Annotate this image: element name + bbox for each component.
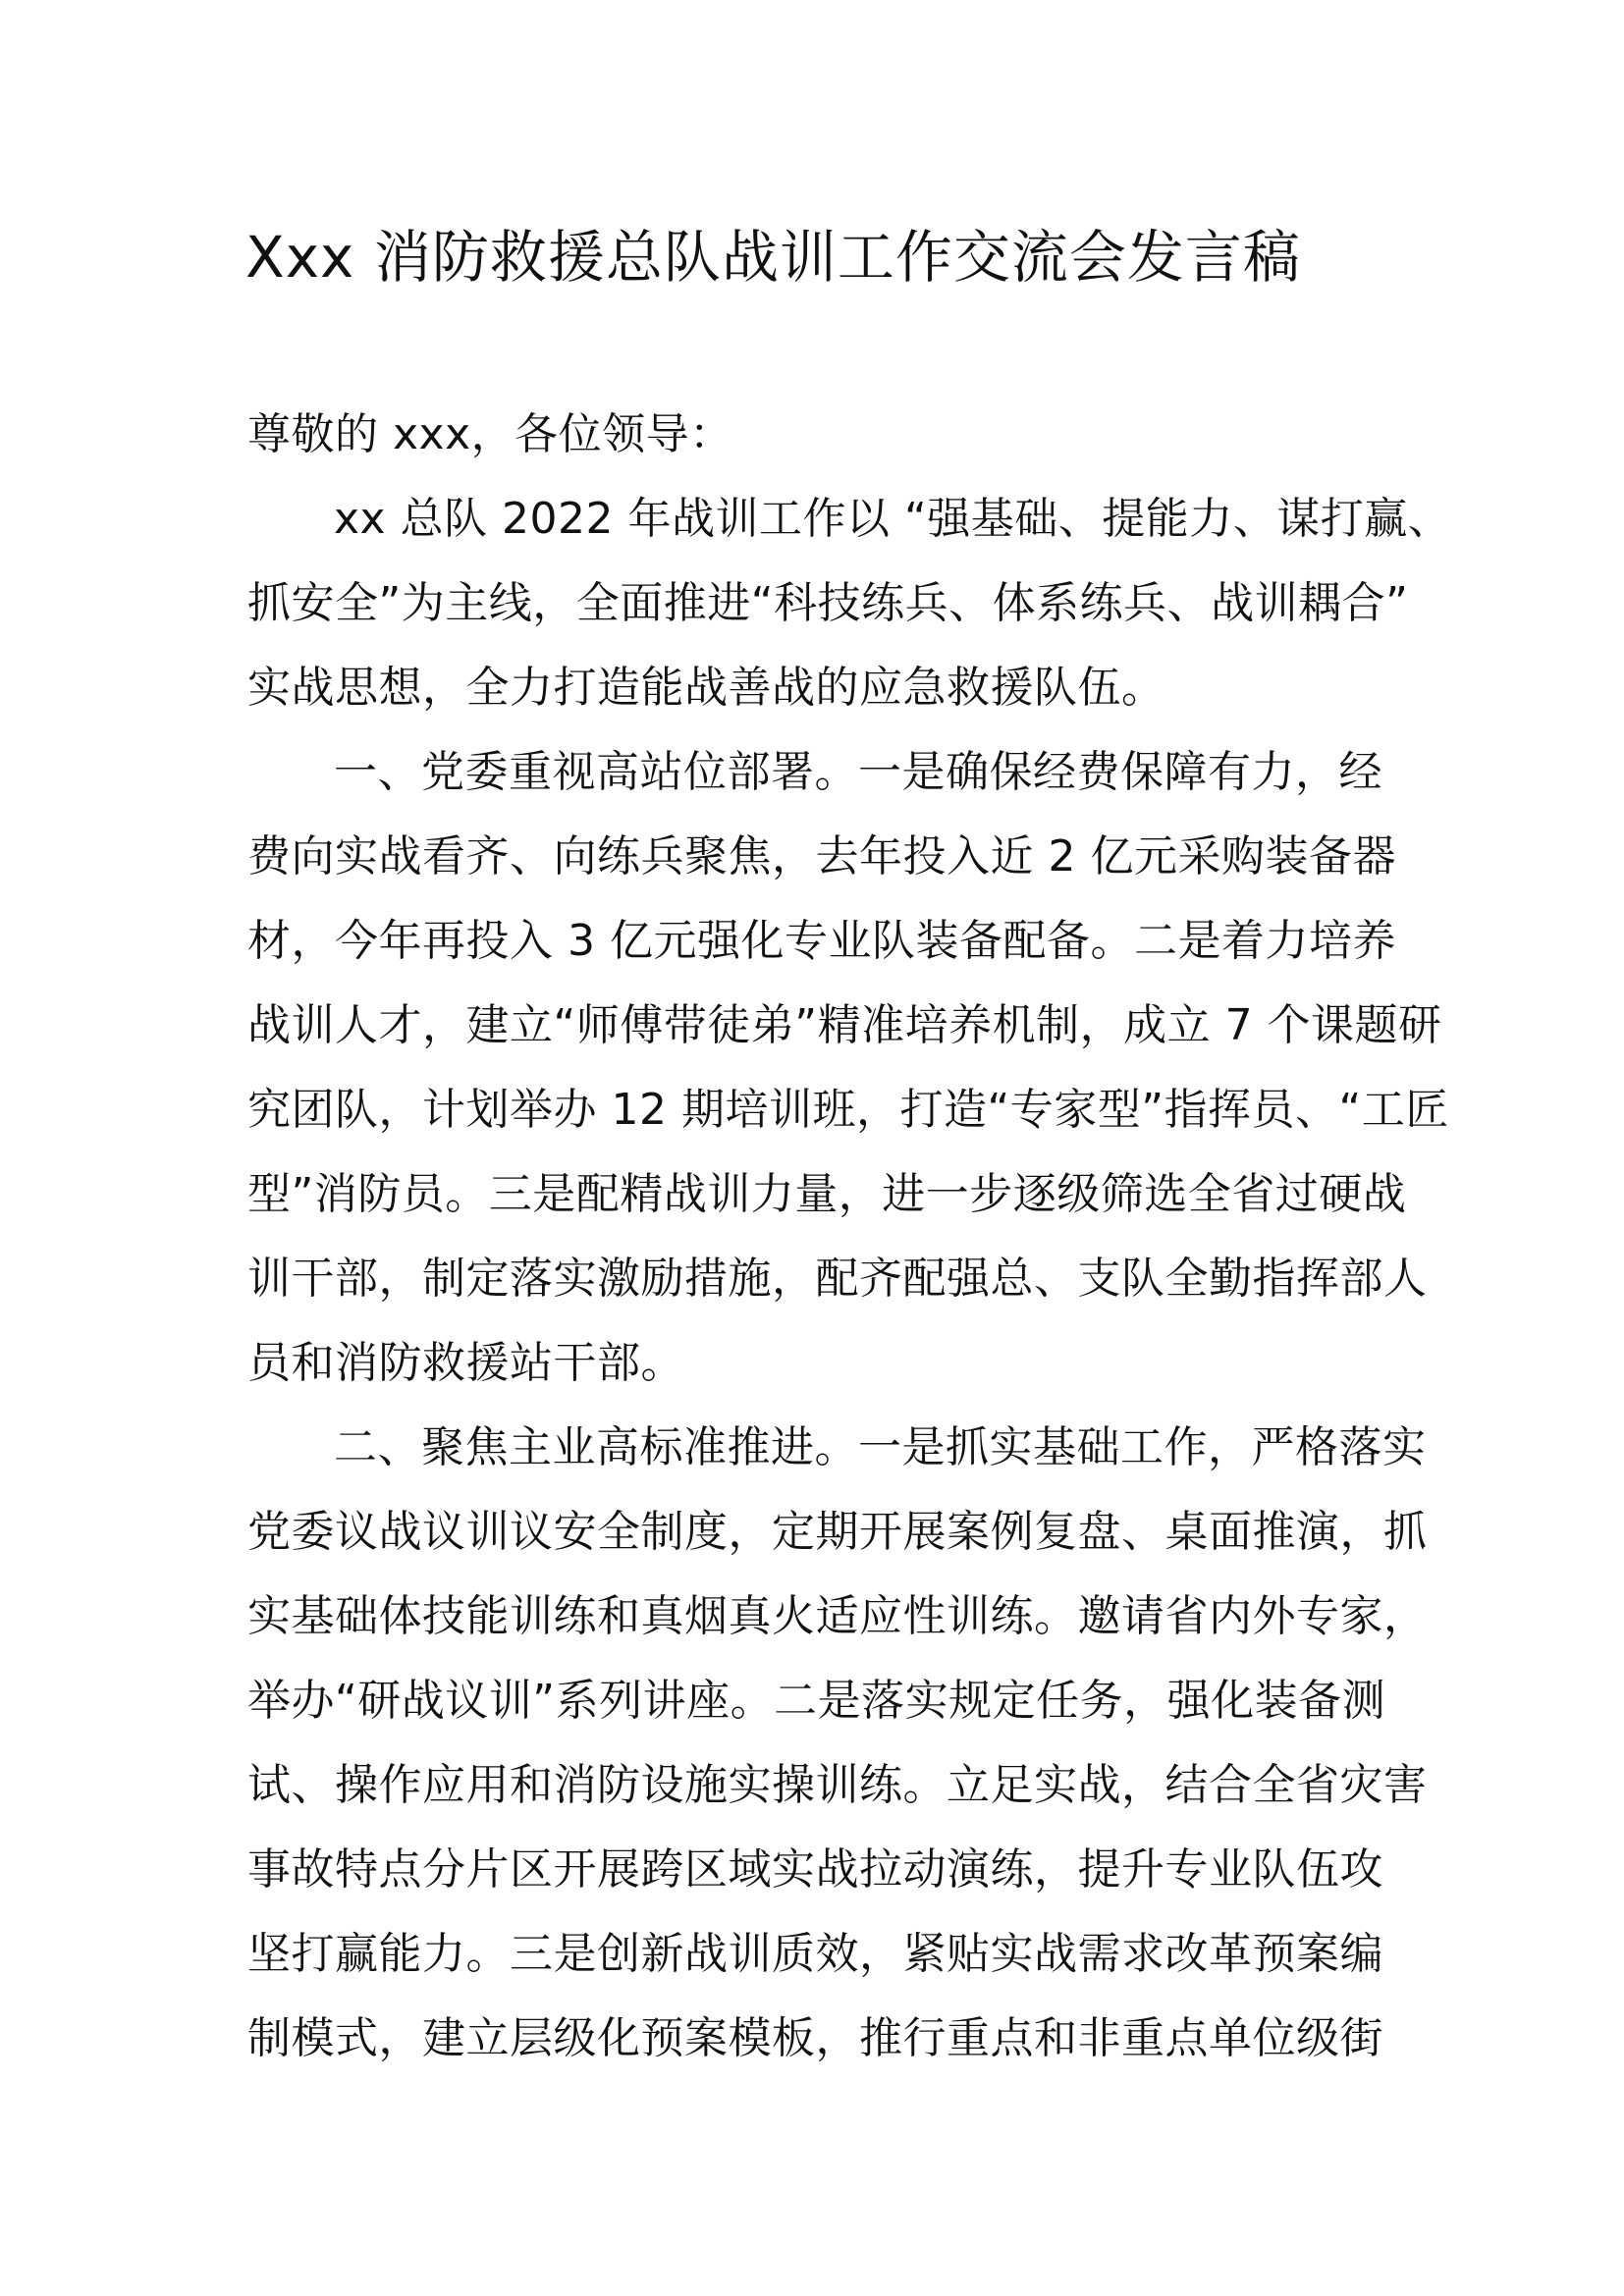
paragraph-section-one [247, 730, 1449, 1406]
paragraph-line: 费向实战看齐、向练兵聚焦，去年投入近 2 亿元采购装备器 [247, 831, 1396, 881]
paragraph-line: 党委议战议训议安全制度，定期开展案例复盘、桌面推演，抓 [247, 1507, 1428, 1557]
paragraph-line: 坚打赢能力。三是创新战训质效，紧贴实战需求改革预案编 [247, 1929, 1383, 1979]
paragraph-line: 举办“研战议训”系列讲座。二是落实规定任务，强化装备测 [247, 1676, 1386, 1726]
paragraph-line: 二、聚焦主业高标准推进。一是抓实基础工作，严格落实 [334, 1422, 1427, 1472]
paragraph-line: 一、党委重视高站位部署。一是确保经费保障有力，经 [334, 747, 1382, 797]
paragraph-section-two [247, 1406, 1428, 2081]
paragraph-intro [247, 477, 1452, 730]
paragraph-line: 训干部，制定落实激励措施，配齐配强总、支队全勤指挥部人 [247, 1254, 1428, 1304]
document-title: Xxx 消防救援总队战训工作交流会发言稿 [245, 224, 1301, 291]
paragraph-line: 型”消防员。三是配精战训力量，进一步逐级筛选全省过硬战 [247, 1169, 1407, 1219]
paragraph-line: xx 总队 2022 年战训工作以 “强基础、提能力、谋打赢、 [334, 494, 1452, 544]
salutation: 尊敬的 xxx，各位领导： [247, 409, 733, 459]
paragraph-line: 试、操作应用和消防设施实操训练。立足实战，结合全省灾害 [247, 1760, 1428, 1810]
paragraph-line: 抓安全”为主线，全面推进“科技练兵、体系练兵、战训耦合” [247, 578, 1409, 628]
paragraph-line: 实战思想，全力打造能战善战的应急救援队伍。 [247, 663, 1165, 713]
paragraph-line: 实基础体技能训练和真烟真火适应性训练。邀请省内外专家， [247, 1591, 1428, 1641]
paragraph-line: 战训人才，建立“师傅带徒弟”精准培养机制，成立 7 个课题研 [247, 1000, 1442, 1050]
paragraph-line: 员和消防救援站干部。 [247, 1338, 684, 1388]
paragraph-line: 事故特点分片区开展跨区域实战拉动演练，提升专业队伍攻 [247, 1844, 1383, 1895]
paragraph-line: 究团队，计划举办 12 期培训班，打造“专家型”指挥员、“工匠 [247, 1085, 1449, 1135]
paragraph-line: 制模式，建立层级化预案模板，推行重点和非重点单位级街 [247, 2013, 1383, 2063]
document-body [247, 393, 1452, 2081]
paragraph-line: 材，今年再投入 3 亿元强化专业队装备配备。二是着力培养 [247, 916, 1396, 966]
